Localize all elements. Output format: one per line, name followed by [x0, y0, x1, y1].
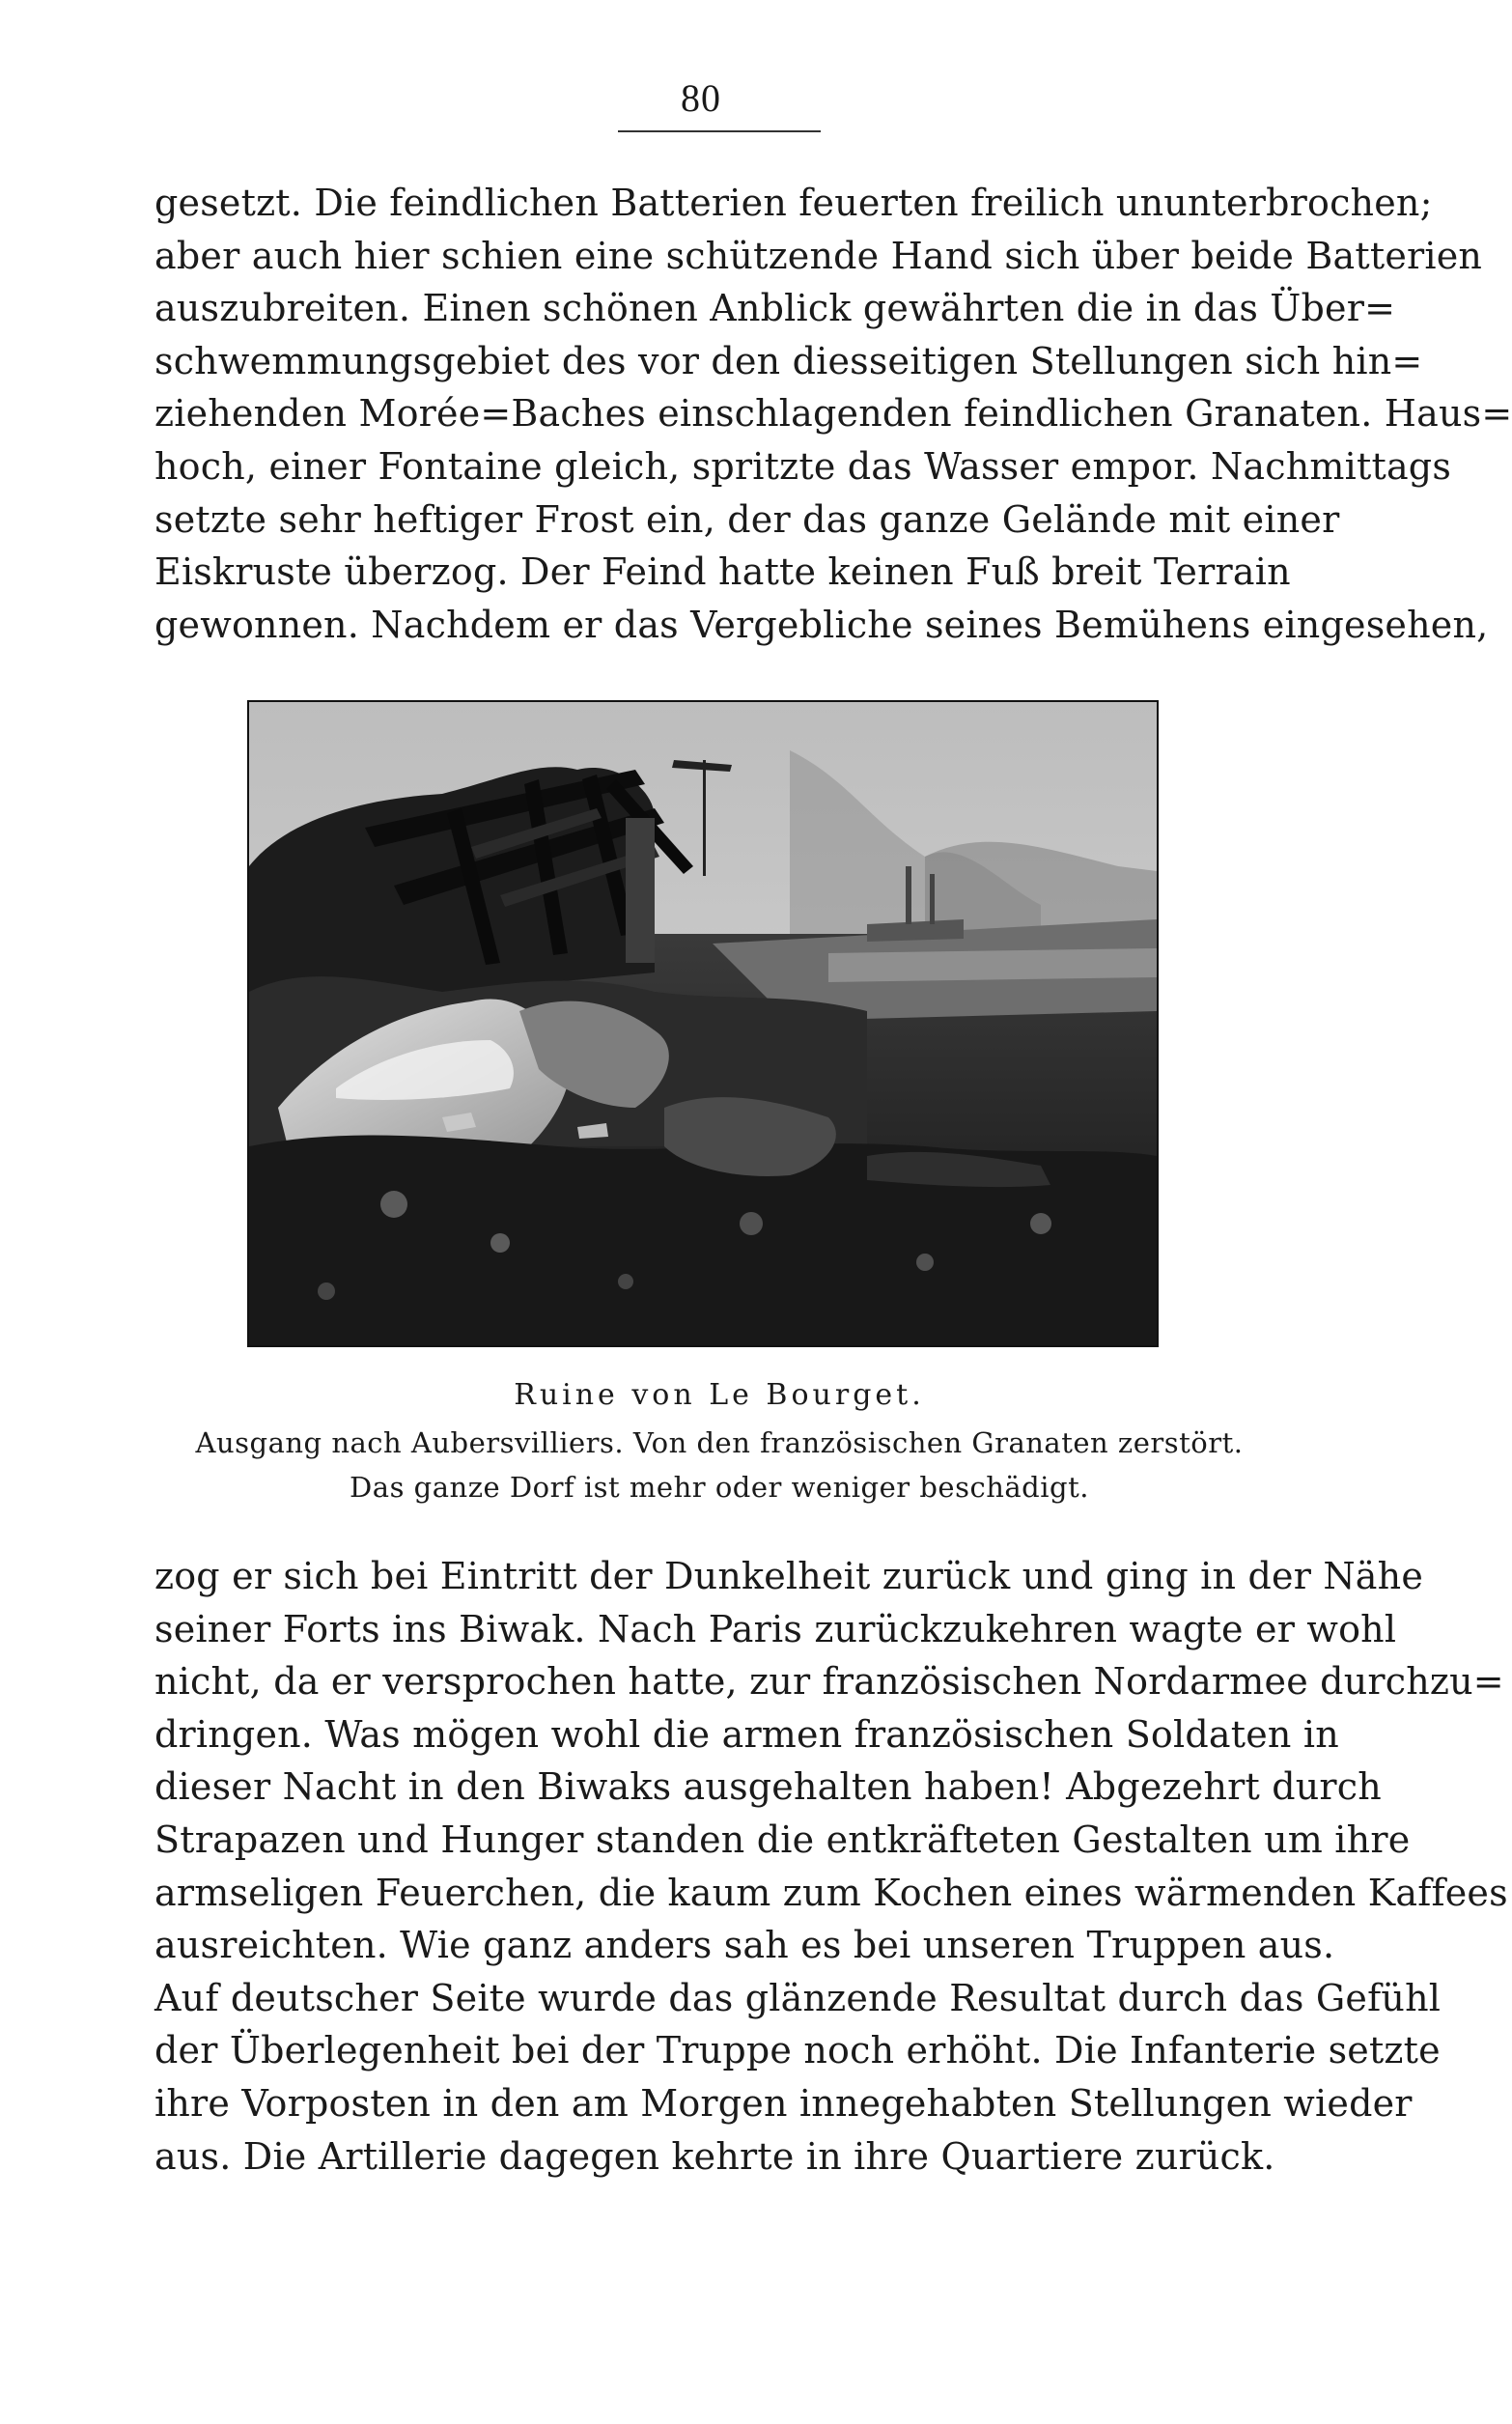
text-line: Eiskruste überzog. Der Feind hatte keinen Fuß breit Terrain [154, 550, 1291, 594]
text-line: armseligen Feuerchen, die kaum zum Kochen eines wärmenden Kaffees [154, 1871, 1508, 1914]
text-line: aber auch hier schien eine schützende Hand sich über beide Batterien [154, 234, 1483, 277]
figure-caption-title: Ruine von Le Bourget. [514, 1378, 925, 1412]
paragraph-bottom [154, 1550, 1508, 2183]
text-line: seiner Forts ins Biwak. Nach Paris zurückzukehren wagte er wohl [154, 1607, 1397, 1650]
figure-caption-line: Ausgang nach Aubersvilliers. Von den französischen Granaten zerstört. [195, 1426, 1244, 1459]
text-line: gewonnen. Nachdem er das Vergebliche seines Bemühens eingesehen, [154, 603, 1489, 646]
text-line: nicht, da er versprochen hatte, zur französischen Nordarmee durchzu= [154, 1660, 1504, 1704]
text-line: Strapazen und Hunger standen die entkräfteten Gestalten um ihre [154, 1818, 1411, 1861]
text-line: zog er sich bei Eintritt der Dunkelheit zurück und ging in der Nähe [154, 1555, 1424, 1597]
text-line: ihre Vorposten in den am Morgen innegehabten Stellungen wieder [154, 2081, 1413, 2125]
page-number: 80 [681, 76, 721, 120]
text-line: hoch, einer Fontaine gleich, spritzte das Wasser empor. Nachmittags [154, 444, 1452, 488]
ruin-photograph [247, 700, 1159, 1347]
text-line: auszubreiten. Einen schönen Anblick gewährten die in das Über= [154, 287, 1396, 330]
text-line: der Überlegenheit bei der Truppe noch erhöht. Die Infanterie setzte [154, 2029, 1441, 2072]
paragraph-top [154, 177, 1512, 651]
text-line: schwemmungsgebiet des vor den diesseitigen Stellungen sich hin= [154, 339, 1423, 382]
text-line: gesetzt. Die feindlichen Batterien feuerten freilich ununterbrochen; [154, 182, 1433, 224]
figure-caption-line: Das ganze Dorf ist mehr oder weniger beschädigt. [350, 1471, 1089, 1504]
text-line: Auf deutscher Seite wurde das glänzende Resultat durch das Gefühl [154, 1976, 1442, 2019]
text-line: dieser Nacht in den Biwaks ausgehalten haben! Abgezehrt durch [154, 1765, 1382, 1809]
text-line: ziehenden Morée=Baches einschlagenden feindlichen Granaten. Haus= [154, 392, 1512, 436]
text-line: dringen. Was mögen wohl die armen französischen Soldaten in [154, 1712, 1339, 1756]
text-line: setzte sehr heftiger Frost ein, der das ganze Gelände mit einer [154, 497, 1340, 541]
text-line: ausreichten. Wie ganz anders sah es bei unseren Truppen aus. [154, 1924, 1335, 1967]
header-rule [618, 130, 821, 132]
text-line: aus. Die Artillerie dagegen kehrte in ihre Quartiere zurück. [154, 2134, 1275, 2178]
